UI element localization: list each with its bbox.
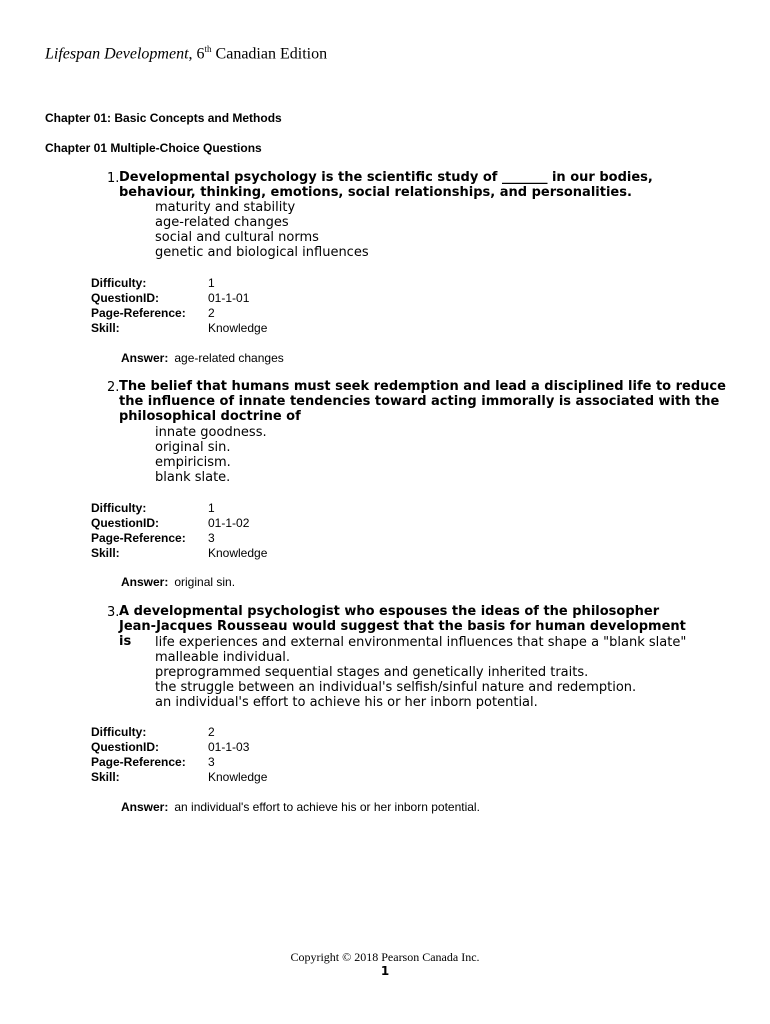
chapter-heading: Chapter 01: Basic Concepts and Methods bbox=[45, 111, 282, 125]
option: malleable individual. bbox=[155, 650, 291, 665]
answer-line bbox=[121, 800, 480, 814]
question-number: 2. bbox=[107, 380, 120, 395]
option: empiricism. bbox=[155, 455, 231, 470]
question-metadata bbox=[91, 725, 267, 785]
answer-value: original sin. bbox=[174, 575, 236, 589]
answer-options bbox=[155, 425, 267, 485]
page-reference-value: 3 bbox=[208, 755, 215, 769]
option: original sin. bbox=[155, 440, 231, 455]
question-id-label: QuestionID: bbox=[91, 291, 159, 305]
question-stem: The belief that humans must seek redemption and lead a disciplined life to reduce the influence of innate tendencies toward acting immorally is associated with the philosophical doctrine of bbox=[119, 379, 726, 424]
edition-label: Canadian Edition bbox=[211, 45, 328, 63]
difficulty-label: Difficulty: bbox=[91, 501, 147, 515]
question-id-value: 01-1-03 bbox=[208, 740, 250, 754]
edition-number: 6 bbox=[196, 45, 205, 63]
page-reference-value: 3 bbox=[208, 531, 215, 545]
page-reference-value: 2 bbox=[208, 306, 215, 320]
copyright-notice: Copyright © 2018 Pearson Canada Inc. bbox=[290, 950, 480, 964]
question-metadata bbox=[91, 501, 267, 561]
question-stem: A developmental psychologist who espouses the ideas of the philosopher Jean-Jacques Rousseau would suggest that the basis for human development is bbox=[119, 604, 686, 649]
difficulty-label: Difficulty: bbox=[91, 725, 147, 739]
option: preprogrammed sequential stages and genetically inherited traits. bbox=[155, 665, 589, 680]
option: maturity and stability bbox=[155, 200, 296, 215]
option: social and cultural norms bbox=[155, 230, 319, 245]
answer-line bbox=[121, 351, 284, 365]
option: innate goodness. bbox=[155, 425, 267, 440]
option: an individual's effort to achieve his or her inborn potential. bbox=[155, 695, 538, 710]
skill-value: Knowledge bbox=[208, 770, 268, 784]
book-title: Lifespan Development bbox=[45, 45, 189, 63]
chapter-subheading: Chapter 01 Multiple-Choice Questions bbox=[45, 141, 262, 155]
page-reference-label: Page-Reference: bbox=[91, 755, 186, 769]
option: age-related changes bbox=[155, 215, 289, 230]
option: blank slate. bbox=[155, 470, 231, 485]
difficulty-label: Difficulty: bbox=[91, 276, 147, 290]
option: life experiences and external environmental influences that shape a "blank slate" bbox=[155, 635, 687, 650]
answer-value: age-related changes bbox=[174, 351, 284, 365]
skill-value: Knowledge bbox=[208, 546, 268, 560]
question-stem: Developmental psychology is the scientific study of _______ in our bodies, behaviour, thinking, emotions, social relationships, and personalities. bbox=[119, 170, 653, 200]
question-number: 3. bbox=[107, 605, 120, 620]
difficulty-value: 1 bbox=[208, 501, 215, 515]
question-number: 1. bbox=[107, 171, 120, 186]
skill-value: Knowledge bbox=[208, 321, 268, 335]
edition-suffix: th bbox=[204, 44, 212, 54]
question-id-label: QuestionID: bbox=[91, 516, 159, 530]
skill-label: Skill: bbox=[91, 546, 120, 560]
skill-label: Skill: bbox=[91, 770, 120, 784]
answer-label: Answer: bbox=[121, 575, 169, 589]
difficulty-value: 1 bbox=[208, 276, 215, 290]
skill-label: Skill: bbox=[91, 321, 120, 335]
option: genetic and biological influences bbox=[155, 245, 369, 260]
question-id-label: QuestionID: bbox=[91, 740, 159, 754]
question-id-value: 01-1-02 bbox=[208, 516, 250, 530]
question-id-value: 01-1-01 bbox=[208, 291, 250, 305]
answer-label: Answer: bbox=[121, 351, 169, 365]
answer-label: Answer: bbox=[121, 800, 169, 814]
page-number: 1 bbox=[380, 964, 390, 978]
answer-options bbox=[155, 635, 686, 710]
page-reference-label: Page-Reference: bbox=[91, 306, 186, 320]
document-header: Lifespan Development, 6th Canadian Edition bbox=[45, 44, 328, 63]
answer-line bbox=[121, 575, 235, 589]
option: the struggle between an individual's selfish/sinful nature and redemption. bbox=[155, 680, 637, 695]
page-reference-label: Page-Reference: bbox=[91, 531, 186, 545]
difficulty-value: 2 bbox=[208, 725, 215, 739]
answer-options bbox=[155, 200, 369, 260]
answer-value: an individual's effort to achieve his or her inborn potential. bbox=[174, 800, 480, 814]
question-metadata bbox=[91, 276, 267, 336]
